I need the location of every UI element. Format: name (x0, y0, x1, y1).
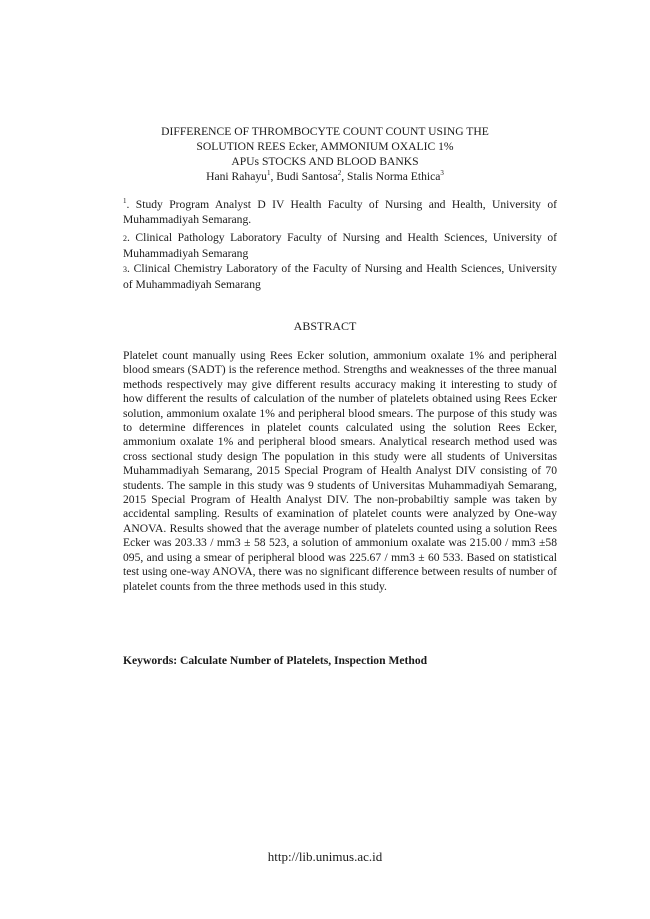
affiliation-3 (123, 261, 557, 292)
affiliation-1 (123, 197, 557, 227)
affiliation-1-mark: 1 (123, 197, 127, 206)
author-3-mark: 3 (440, 169, 444, 178)
abstract-body: Platelet count manually using Rees Ecker solution, ammonium oxalate 1% and peripheral blood smears (SADT) is the reference method. Strengths and weaknesses of the three manual methods respectively may give different results accuracy making it interesting to study of how different the results of calculation of the number of platelets obtained using Rees Ecker solution, ammonium oxalate 1% and peripheral blood smears. The purpose of this study was to determine differences in platelet counts calculated using the solution Rees Ecker, ammonium oxalate 1% and peripheral blood smears. Analytical research method used was cross sectional study design The population in this study were all students of Universitas Muhammadiyah Semarang, 2015 Special Program of Health Analyst DIV consisting of 70 students. The sample in this study was 9 students of Universitas Muhammadiyah Semarang, 2015 Special Program of Health Analyst DIV. The non-probabiltiy sample was taken by accidental sampling. Results of examination of platelet counts were analyzed by One-way ANOVA. Results showed that the average number of platelets counted using a solution Rees Ecker was 203.33 / mm3 ± 58 523, a solution of ammonium oxalate was 215.00 / mm3 ±58 095, and using a smear of peripheral blood was 225.67 / mm3 ± 60 533. Based on statistical test using one-way ANOVA, there was no significant difference between results of number of platelet counts from the three methods used in this study. (123, 349, 557, 593)
affiliation-2-text: . Clinical Pathology Laboratory Faculty of Nursing and Health Sciences, University of Muhammadiyah Semarang (123, 231, 557, 260)
affiliation-3-text: . Clinical Chemistry Laboratory of the Faculty of Nursing and Health Sciences, University of Muhammadiyah Semarang (123, 262, 557, 291)
author-list (100, 169, 550, 184)
title-line-3: APUs STOCKS AND BLOOD BANKS (231, 155, 419, 168)
author-2-name: , Budi Santosa (270, 170, 338, 183)
author-1-mark: 1 (266, 169, 271, 178)
keywords: Keywords: Calculate Number of Platelets, Inspection Method (123, 654, 428, 667)
title-line-1: DIFFERENCE OF THROMBOCYTE COUNT COUNT USING THE (161, 125, 489, 138)
affiliation-1-text: . Study Program Analyst D IV Health Faculty of Nursing and Health, University of Muhammadiyah Semarang. (123, 198, 557, 226)
abstract-heading: ABSTRACT (293, 319, 357, 333)
affiliation-2-mark: 2 (123, 234, 127, 243)
paper-title (100, 124, 550, 184)
affiliation-3-mark: 3 (123, 265, 127, 274)
author-2-mark: 2 (337, 169, 342, 178)
footer-url: http://lib.unimus.ac.id (267, 849, 383, 864)
affiliation-2 (123, 230, 557, 261)
author-3-name: , Stalis Norma Ethica (341, 170, 441, 183)
author-1-name: Hani Rahayu (206, 170, 267, 183)
title-line-2: SOLUTION REES Ecker, AMMONIUM OXALIC 1% (196, 140, 454, 153)
